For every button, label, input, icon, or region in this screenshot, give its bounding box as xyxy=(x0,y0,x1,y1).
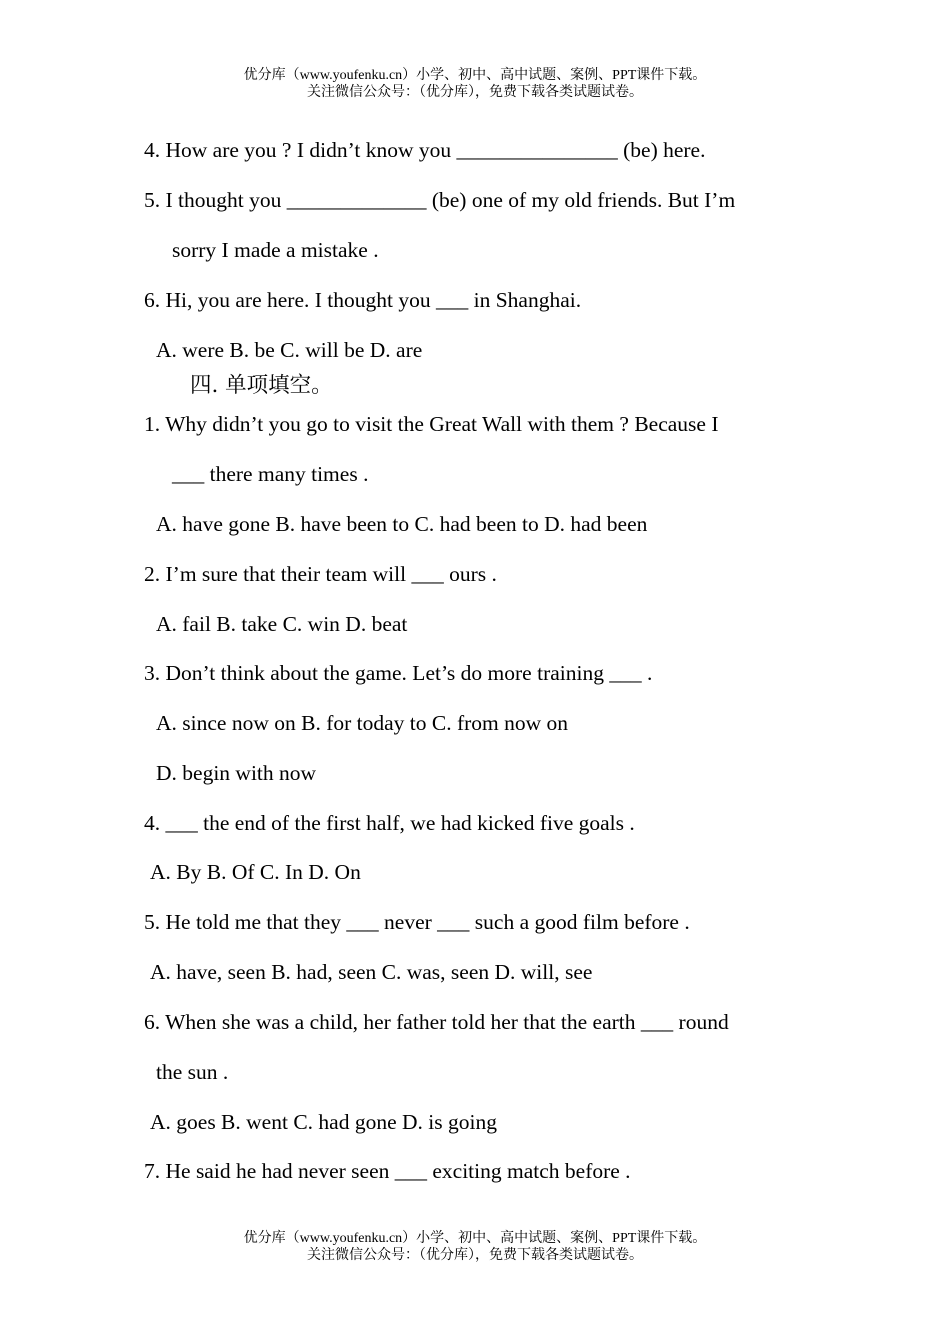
mc-question-3-options-line-2: D. begin with now xyxy=(156,761,317,785)
mc-question-3-options-line-1: A. since now on B. for today to C. from now on xyxy=(156,711,569,735)
page-footer xyxy=(0,1230,950,1264)
question-6-options: A. were B. be C. will be D. are xyxy=(156,338,423,362)
header-line-1: 优分库（www.youfenku.cn）小学、初中、高中试题、案例、PPT课件下载。 xyxy=(243,68,707,83)
mc-question-1-line-2: ___ there many times . xyxy=(172,462,369,486)
mc-question-4-options: A. By B. Of C. In D. On xyxy=(150,860,361,884)
header-line-2: 关注微信公众号：（优分库），免费下载各类试题试卷。 xyxy=(307,85,643,100)
mc-question-5-options: A. have, seen B. had, seen C. was, seen D. will, see xyxy=(150,960,593,984)
footer-line-2: 关注微信公众号：（优分库），免费下载各类试题试卷。 xyxy=(307,1248,643,1263)
question-5-be-line-1: 5. I thought you _____________ (be) one of my old friends. But I’m xyxy=(144,188,736,212)
mc-question-7: 7. He said he had never seen ___ exciting match before . xyxy=(144,1159,631,1183)
mc-question-3: 3. Don’t think about the game. Let’s do more training ___ . xyxy=(144,661,653,685)
mc-question-1-options: A. have gone B. have been to C. had been to D. had been xyxy=(156,512,648,536)
mc-question-6-line-1: 6. When she was a child, her father told her that the earth ___ round xyxy=(144,1010,729,1034)
section-title-part-4: 四. 单项填空。 xyxy=(190,373,333,398)
page-header xyxy=(0,67,950,101)
question-6-shanghai: 6. Hi, you are here. I thought you ___ in Shanghai. xyxy=(144,288,582,312)
mc-question-6-options: A. goes B. went C. had gone D. is going xyxy=(150,1110,497,1134)
mc-question-1-line-1: 1. Why didn’t you go to visit the Great Wall with them ? Because I xyxy=(144,412,719,436)
mc-question-2: 2. I’m sure that their team will ___ ours . xyxy=(144,562,497,586)
question-5-be-line-2: sorry I made a mistake . xyxy=(172,238,379,262)
mc-question-4: 4. ___ the end of the first half, we had kicked five goals . xyxy=(144,811,635,835)
mc-question-6-line-2: the sun . xyxy=(156,1060,229,1084)
footer-line-1: 优分库（www.youfenku.cn）小学、初中、高中试题、案例、PPT课件下载。 xyxy=(243,1231,707,1246)
mc-question-2-options: A. fail B. take C. win D. beat xyxy=(156,612,408,636)
question-4-be: 4. How are you ? I didn’t know you _______________ (be) here. xyxy=(144,138,706,162)
mc-question-5: 5. He told me that they ___ never ___ such a good film before . xyxy=(144,910,690,934)
